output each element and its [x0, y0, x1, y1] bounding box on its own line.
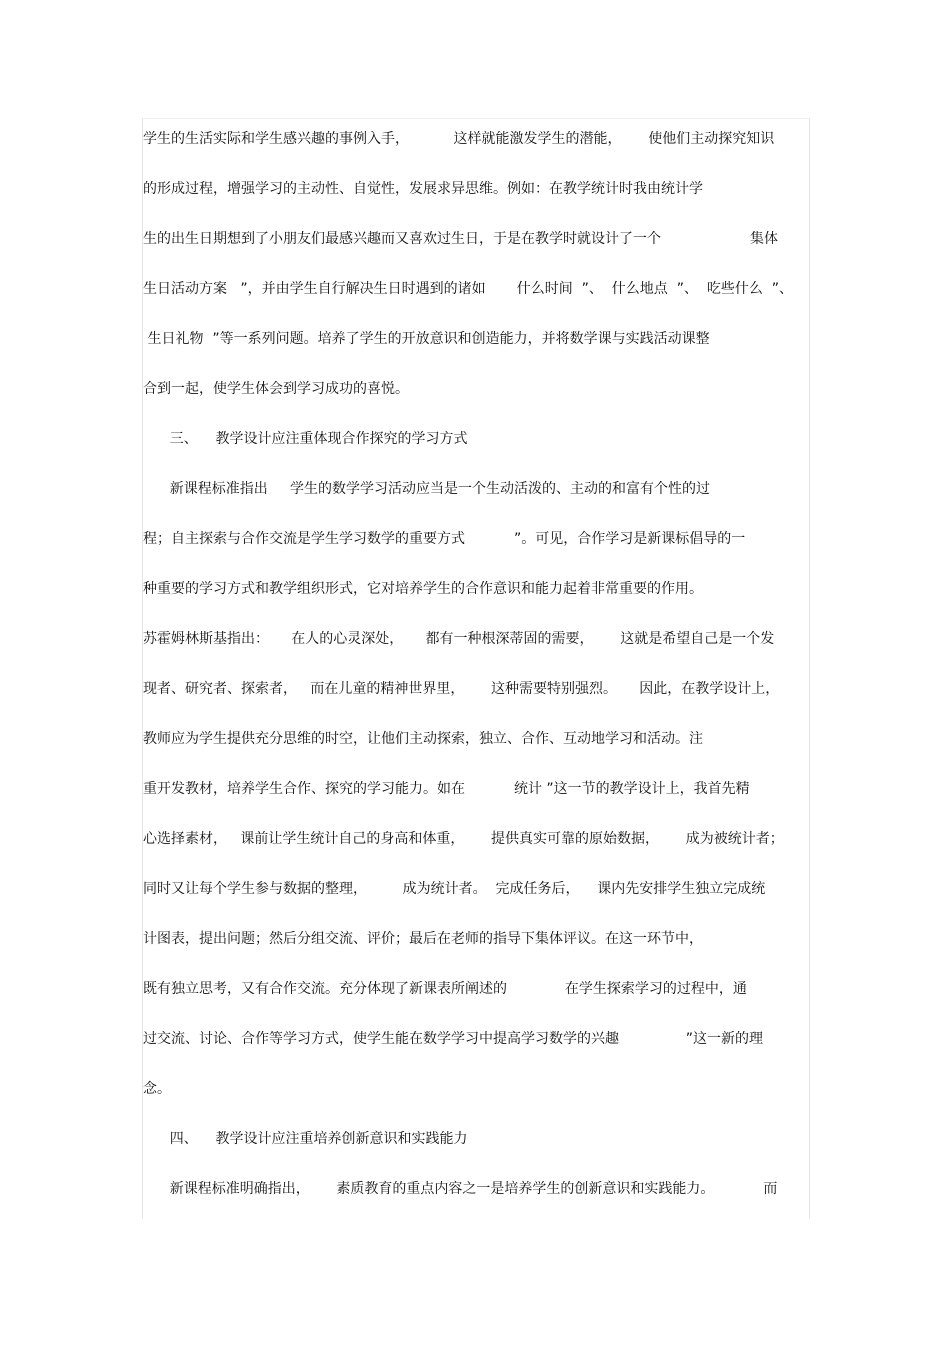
text-line: 重开发教材，培养学生合作、探究的学习能力。如在 统计 ”这一节的教学设计上，我首先精 [143, 781, 750, 797]
text-line: 苏霍姆林斯基指出： 在人的心灵深处， 都有一种根深蒂固的需要， 这就是希望自己是一个发 [143, 631, 775, 647]
text-line: 现者、研究者、探索者， 而在儿童的精神世界里， 这种需要特别强烈。 因此，在教学设计上， [143, 681, 780, 697]
text-line: 既有独立思考，又有合作交流。充分体现了新课表所阐述的 在学生探索学习的过程中，通 [143, 981, 747, 997]
text-line: 同时又让每个学生参与数据的整理， 成为统计者。 完成任务后， 课内先安排学生独立完成统 [143, 881, 766, 897]
text-line: 学生的生活实际和学生感兴趣的事例入手， 这样就能激发学生的潜能， 使他们主动探究知识 [143, 131, 775, 147]
text-line: 过交流、讨论、合作等学习方式，使学生能在数学学习中提高学习数学的兴趣 ”这一新的理 [143, 1031, 764, 1047]
text-line: 教师应为学生提供充分思维的时空，让他们主动探索，独立、合作、互动地学习和活动。注 [143, 731, 703, 747]
text-line: 念。 [143, 1081, 171, 1097]
text-line: 新课程标准明确指出， 素质教育的重点内容之一是培养学生的创新意识和实践能力。 而 [143, 1181, 778, 1197]
section-heading: 三、 教学设计应注重体现合作探究的学习方式 [143, 431, 468, 447]
text-line: 新课程标准指出 学生的数学学习活动应当是一个生动活泼的、主动的和富有个性的过 [143, 481, 710, 497]
text-line: 合到一起，使学生体会到学习成功的喜悦。 [143, 381, 409, 397]
text-line: 生的出生日期想到了小朋友们最感兴趣而又喜欢过生日，于是在教学时就设计了一个 集体 [143, 231, 779, 247]
text-line: 种重要的学习方式和教学组织形式，它对培养学生的合作意识和能力起着非常重要的作用。 [143, 581, 703, 597]
text-line: 生日活动方案 ”，并由学生自行解决生日时遇到的诸如 什么时间 ”、 什么地点 ”、 吃些什么 ”、 [143, 281, 794, 297]
text-line: 的形成过程，增强学习的主动性、自觉性，发展求异思维。例如：在教学统计时我由统计学 [143, 181, 703, 197]
section-heading: 四、 教学设计应注重培养创新意识和实践能力 [143, 1131, 468, 1147]
text-line: 程；自主探索与合作交流是学生学习数学的重要方式 ”。可见，合作学习是新课标倡导的一 [143, 531, 746, 547]
text-line: 生日礼物 ”等一系列问题。培养了学生的开放意识和创造能力，并将数学课与实践活动课整 [143, 331, 710, 347]
text-line: 计图表，提出问题；然后分组交流、评价；最后在老师的指导下集体评议。在这一环节中， [143, 931, 703, 947]
text-line: 心选择素材， 课前让学生统计自己的身高和体重， 提供真实可靠的原始数据， 成为被统计者； [143, 831, 784, 847]
